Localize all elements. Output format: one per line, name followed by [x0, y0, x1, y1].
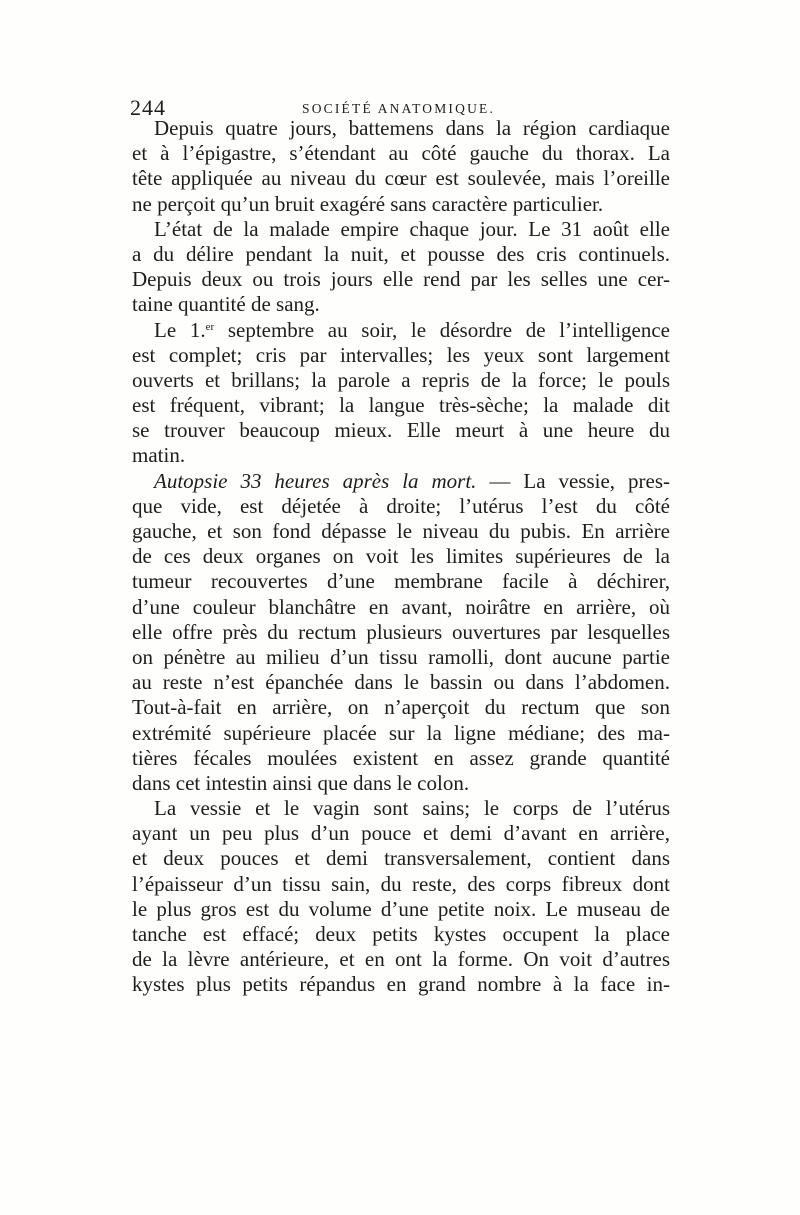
text-line: ouverts et brillans; la parole a repris de la force; le pouls — [132, 367, 670, 392]
text-line: se trouver beaucoup mieux. Elle meurt à une heure du — [132, 418, 670, 443]
text-line: de ces deux organes on voit les limites supérieures de la — [132, 544, 670, 569]
text-line-rest: — La vessie, pres- — [476, 468, 670, 493]
text-line: est fréquent, vibrant; la langue très-sèche; la malade dit — [132, 393, 670, 418]
text-line: ayant un peu plus d’un pouce et demi d’avant en arrière, — [132, 821, 670, 846]
running-head: SOCIÉTÉ ANATOMIQUE. — [302, 101, 496, 116]
text-line: ne perçoit qu’un bruit exagéré sans caractère particulier. — [132, 191, 604, 216]
text-line: que vide, est déjetée à droite; l’utérus l’est du côté — [132, 493, 670, 518]
text-line-autopsie — [132, 469, 670, 494]
text-line: L’état de la malade empire chaque jour. Le 31 août elle — [154, 216, 670, 241]
text-line: et à l’épigastre, s’étendant au côté gauche du thorax. La — [132, 141, 670, 166]
text-line: a du délire pendant la nuit, et pousse des cris continuels. — [132, 241, 670, 266]
text-line-rest: septembre au soir, le désordre de l’intelligence — [214, 317, 670, 342]
text-line: Depuis deux ou trois jours elle rend par les selles une cer- — [132, 267, 670, 292]
text-line: taine quantité de sang. — [132, 292, 320, 317]
text-line: on pénètre au milieu d’un tissu ramolli, dont aucune partie — [132, 644, 670, 669]
text-line: gauche, et son fond dépasse le niveau du pubis. En arrière — [132, 519, 670, 543]
text-line: tumeur recouvertes d’une membrane facile à déchirer, — [132, 569, 670, 594]
text-line: La vessie et le vagin sont sains; le corps de l’utérus — [154, 796, 670, 821]
text-line-date — [132, 318, 670, 343]
text-line: tanche est effacé; deux petits kystes occupent la place — [132, 922, 670, 946]
text-line: de la lèvre antérieure, et en ont la forme. On voit d’autres — [132, 947, 670, 972]
date-day: Le 1. — [154, 317, 206, 342]
text-line: tières fécales moulées existent en assez grande quantité — [132, 745, 670, 770]
text-line: tête appliquée au niveau du cœur est soulevée, mais l’oreille — [132, 166, 670, 191]
text-line: dans cet intestin ainsi que dans le colon. — [132, 770, 470, 795]
text-line: matin. — [132, 443, 186, 468]
page-number: 244 — [130, 95, 166, 120]
section-heading-italic: Autopsie 33 heures après la mort. — [154, 468, 477, 493]
text-line: Tout-à-fait en arrière, on n’aperçoit du rectum que son — [132, 695, 670, 720]
text-line: extrémité supérieure placée sur la ligne médiane; des ma- — [132, 720, 670, 745]
text-line: le plus gros est du volume d’une petite noix. Le museau de — [132, 896, 670, 921]
text-line: l’épaisseur d’un tissu sain, du reste, des corps fibreux dont — [132, 871, 670, 896]
ordinal-superscript: er — [205, 320, 215, 333]
body-text — [132, 116, 670, 998]
text-line: Depuis quatre jours, battemens dans la région cardiaque — [154, 116, 670, 140]
text-line: et deux pouces et demi transversalement, contient dans — [132, 846, 670, 871]
text-line: est complet; cris par intervalles; les yeux sont largement — [132, 342, 670, 367]
text-line: elle offre près du rectum plusieurs ouvertures par lesquelles — [132, 619, 670, 644]
text-line: kystes plus petits répandus en grand nombre à la face in- — [132, 972, 670, 997]
text-line: au reste n’est épanchée dans le bassin ou dans l’abdomen. — [132, 670, 670, 695]
text-line: d’une couleur blanchâtre en avant, noirâtre en arrière, où — [132, 594, 670, 619]
